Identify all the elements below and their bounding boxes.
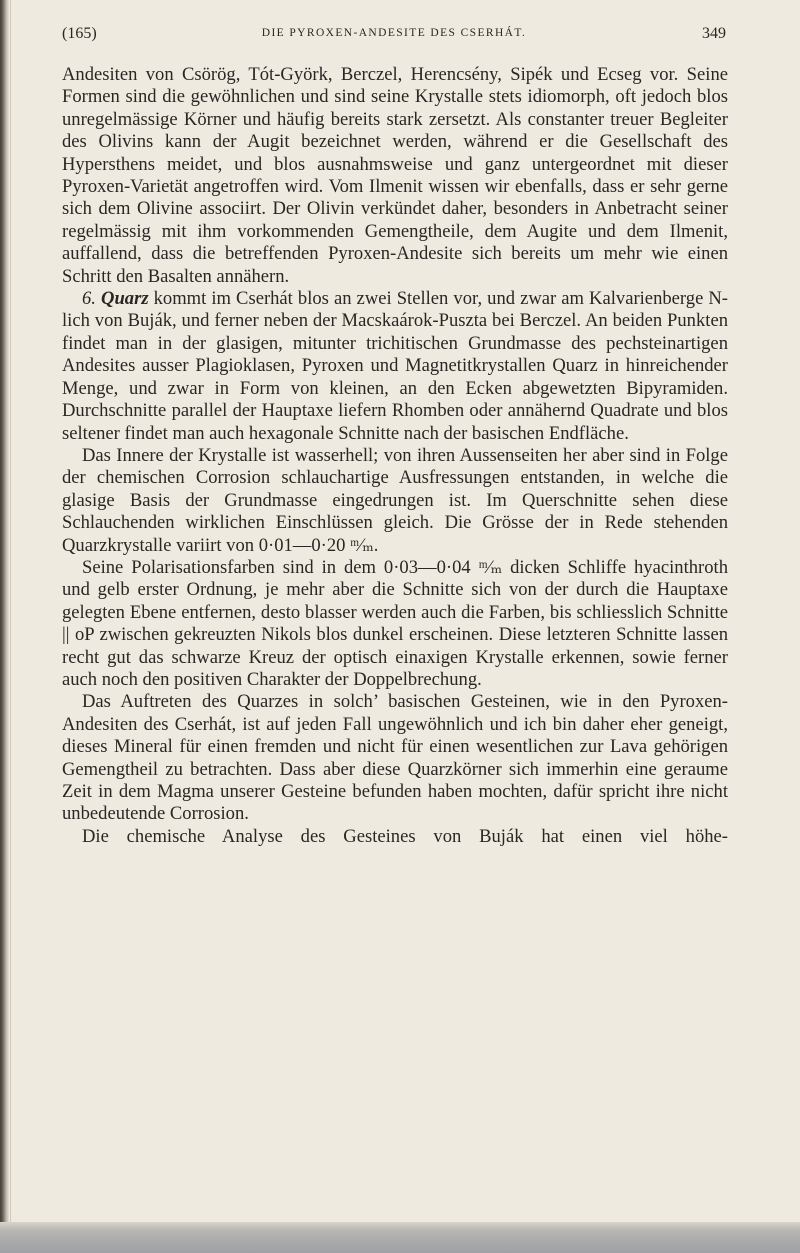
paragraph-quartz-origin: Das Auftreten des Quarzes in solch’ basischen Gesteinen, wie in den Pyroxen-Andesiten des Cserhát, ist auf jeden Fall ungewöhnlich und ich bin daher eher geneigt, dieses Mineral für einen fremden und nicht für einen wesentlichen zur Lava gehörigen Gemengtheil zu betrachten. Dass aber diese Quarzkörner sich immerhin eine geraume Zeit in dem Magma unserer Gesteine befunden haben mochten, dafür spricht ihre nicht unbedeutende Corrosion.: [62, 691, 728, 825]
running-head: [62, 25, 726, 47]
paragraph-olivine-continued: Andesiten von Csörög, Tót-Györk, Berczel, Herencsény, Sipék und Ecseg vor. Seine Formen sind die gewöhnlichen und sind seine Krystalle stets idiomorph, oft jedoch blos unregelmässige Körner und häufig bereits stark zersetzt. Als constanter treuer Begleiter des Olivins kann der Augit bezeichnet werden, während er die Gesellschaft des Hypersthens meidet, und blos ausnahmsweise und ganz untergeordnet mit dieser Pyroxen-Varietät angetroffen wird. Vom Ilmenit wissen wir ebenfalls, dass er sehr gerne sich dem Olivine associirt. Der Olivin verkündet daher, besonders in Anbetracht seiner regelmässig mit ihm vorkommenden Gemengtheile, dem Augite und dem Ilmenit, auffallend, dass die betreffenden Pyroxen-Andesite sich bereits um mehr wie einen Schritt den Basalten annähern.: [62, 64, 728, 287]
scan-bottom-edge: [0, 1222, 800, 1253]
page-reference: (165): [62, 25, 97, 42]
section-number: 6.: [82, 288, 96, 310]
paragraph-crystal-interior: Das Innere der Krystalle ist wasserhell; von ihren Aussenseiten her aber sind in Folge der chemischen Corrosion schlauchartige Ausfressungen entstanden, in welche die glasige Basis der Grundmasse eingedrungen ist. Im Querschnitte sehen diese Schlauchenden wirklichen Einschlüssen gleich. Die Grösse der in Rede stehenden Quarzkrystalle variirt von 0·01—0·20 ᵐ⁄ₘ.: [62, 444, 728, 556]
paragraph-chemical-analysis: Die chemische Analyse des Gesteines von Buják hat einen viel höhe-: [82, 825, 728, 847]
paragraph-quartz-occurrence: kommt im Cserhát blos an zwei Stellen vor, und zwar am Kalvarienberge N-lich von Buják, und ferner neben der Macskaárok-Puszta bei Berczel. An beiden Punkten findet man in der glasigen, mitunter trichitischen Grundmasse des pechsteinartigen Andesites ausser Plagioklasen, Pyroxen und Magnetitkrystallen Quarz in hinreichender Menge, und zwar in Form von kleinen, an den Ecken abgewetzten Bipyramiden. Durchschnitte parallel der Hauptaxe liefern Rhomben oder annähernd Quadrate und blos seltener findet man auch hexagonale Schnitte nach der basischen Endfläche.: [62, 288, 728, 444]
page-edge-line: [10, 0, 11, 1253]
body-text: [62, 64, 728, 848]
paragraph-polarisation: Seine Polarisationsfarben sind in dem 0·03—0·04 ᵐ⁄ₘ dicken Schliffe hyacinthroth und gelb erster Ordnung, je mehr aber die Schnitte sich von der durch die Hauptaxe gelegten Ebene entfernen, desto blasser werden auch die Farben, bis schliesslich Schnitte || oP zwischen gekreuzten Nikols blos dunkel erscheinen. Diese letzteren Schnitte lassen recht gut das schwarze Kreuz der optisch einaxigen Krystalle erkennen, sowie ferner auch noch den positiven Charakter der Doppelbrechung.: [62, 556, 728, 690]
section-title: Quarz: [101, 288, 149, 310]
paragraph-quartz-heading: [62, 288, 728, 445]
running-title: DIE PYROXEN-ANDESITE DES CSERHÁT.: [261, 27, 527, 39]
page-number: 349: [702, 25, 726, 42]
page-binding-edge: [0, 0, 9, 1253]
